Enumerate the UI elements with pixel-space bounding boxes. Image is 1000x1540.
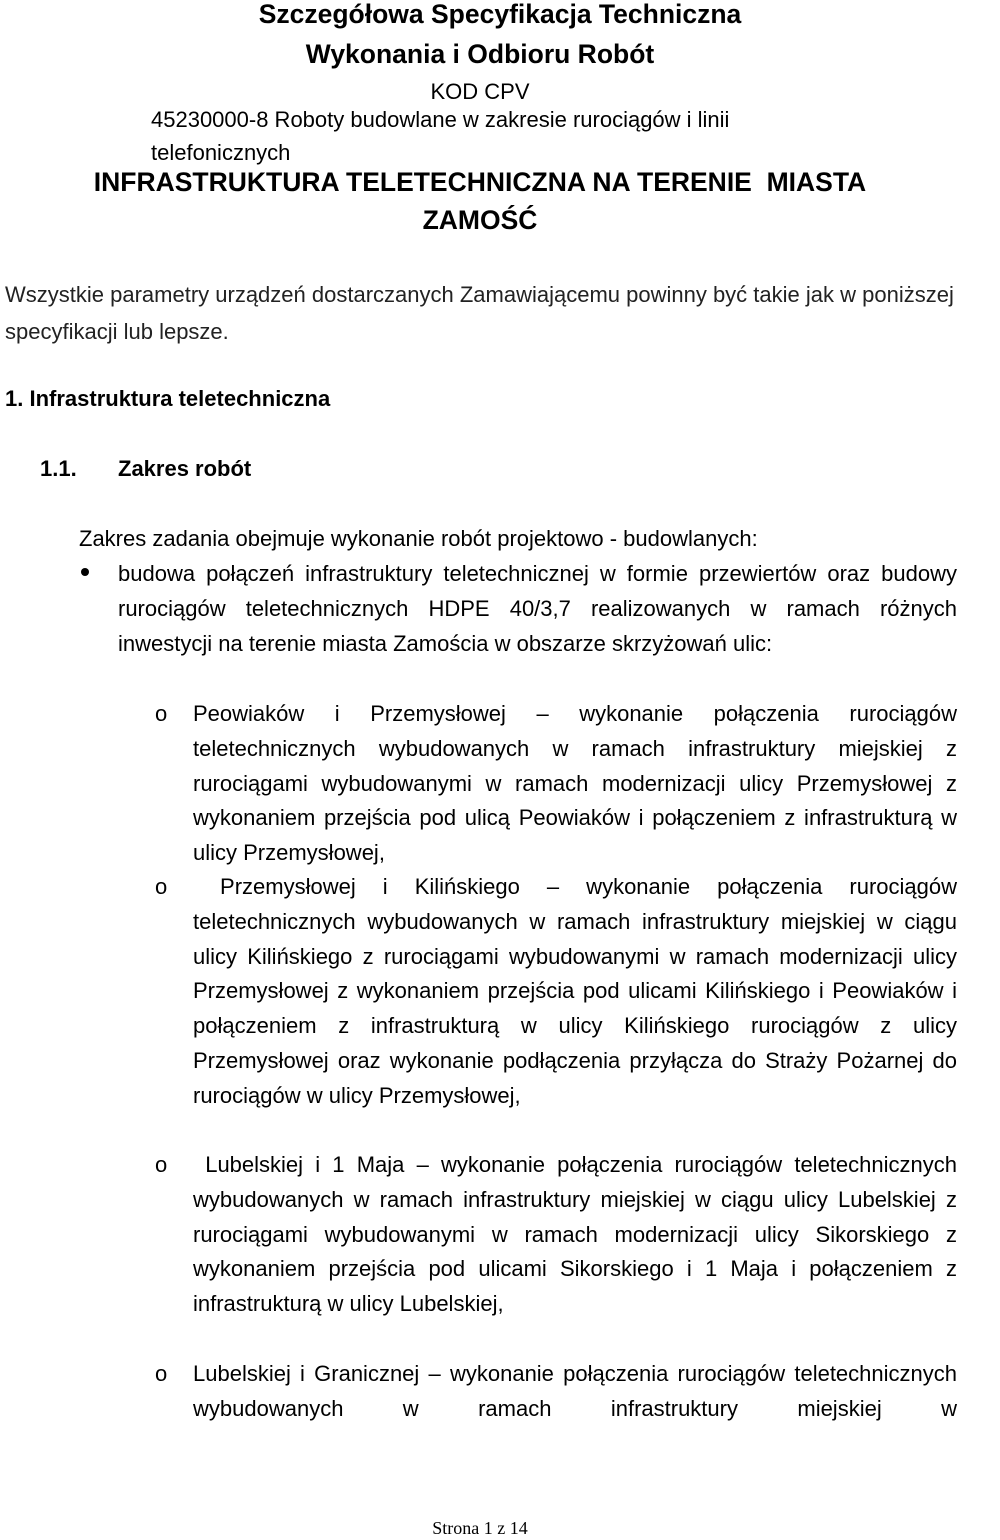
document-title: Szczegółowa Specyfikacja Techniczna [258,0,742,29]
cpv-label: KOD CPV [430,79,530,104]
page-number-footer: Strona 1 z 14 [432,1518,528,1538]
section-heading-1-1 [40,450,251,487]
sub-bullet-marker: o [155,1152,168,1177]
intro-paragraph: Wszystkie parametry urządzeń dostarczanych Zamawiającemu powinny być takie jak w poniższej specyfikacji lub lepsze. [5,282,954,344]
sub-bullet-marker: o [155,874,168,899]
sub-bullet-marker: o [155,701,168,726]
sub-bullet-marker: o [155,1361,168,1386]
scope-lead-text: Zakres zadania obejmuje wykonanie robót projektowo - budowlanych: [79,526,758,551]
sub-list-item: Lubelskiej i 1 Maja – wykonanie połączenia rurociągów teletechnicznych wybudowanych w ramach infrastruktury miejskiej w ciągu ulicy Lubelskiej z rurociągami wybudowanymi w ramach modernizacji ulicy Sikorskiego z wykonaniem przejścia pod ulicami Sikorskiego i 1 Maja i połączeniem z infrastrukturą w ulicy Lubelskiej, [193,1152,964,1317]
cpv-code-text: 45230000-8 Roboty budowlane w zakresie rurociągów i linii telefonicznych [151,107,730,165]
bullet-item: budowa połączeń infrastruktury teletechnicznej w formie przewiertów oraz budowy rurociągów teletechnicznych HDPE 40/3,7 realizowanych w ramach różnych inwestycji na terenie miasta Zamościa w obszarze skrzyżowań ulic: [118,561,957,656]
sub-list-item: Przemysłowej i Kilińskiego – wykonanie połączenia rurociągów teletechnicznych wybudowanych w ramach infrastruktury miejskiej w ciągu ulicy Kilińskiego z rurociągami wybudowanymi w ramach modernizacji ulicy Przemysłowej z wykonaniem przejścia pod ulicami Kilińskiego i Peowiaków i połączeniem z infrastrukturą w ulicy Kilińskiego rurociągów z ulicy Przemysłowej oraz wykonanie podłączenia przyłącza do Straży Pożarnej do rurociągów w ulicy Przemysłowej, [193,874,964,1108]
section-title: Zakres robót [118,456,252,481]
bullet-dot-icon [81,568,89,576]
project-title-line2: ZAMOŚĆ [422,205,538,235]
document-subtitle: Wykonania i Odbioru Robót [305,39,655,69]
sub-list-item: Peowiaków i Przemysłowej – wykonanie połączenia rurociągów teletechnicznych wybudowanych w ramach infrastruktury miejskiej z rurociągami wybudowanymi w ramach modernizacji ulicy Przemysłowej z wykonaniem przejścia pod ulicą Peowiaków i połączeniem z infrastrukturą w ulicy Przemysłowej, [193,701,957,866]
section-number: 1.1. [40,456,77,481]
sub-list-item: Lubelskiej i Granicznej – wykonanie połączenia rurociągów teletechnicznych wybudowanych w ramach infrastruktury miejskiej w [193,1361,957,1421]
project-title-line1: INFRASTRUKTURA TELETECHNICZNA NA TERENIE MIASTA [93,167,867,197]
project-title [0,163,960,239]
section-heading-1: 1. Infrastruktura teletechniczna [5,386,331,411]
